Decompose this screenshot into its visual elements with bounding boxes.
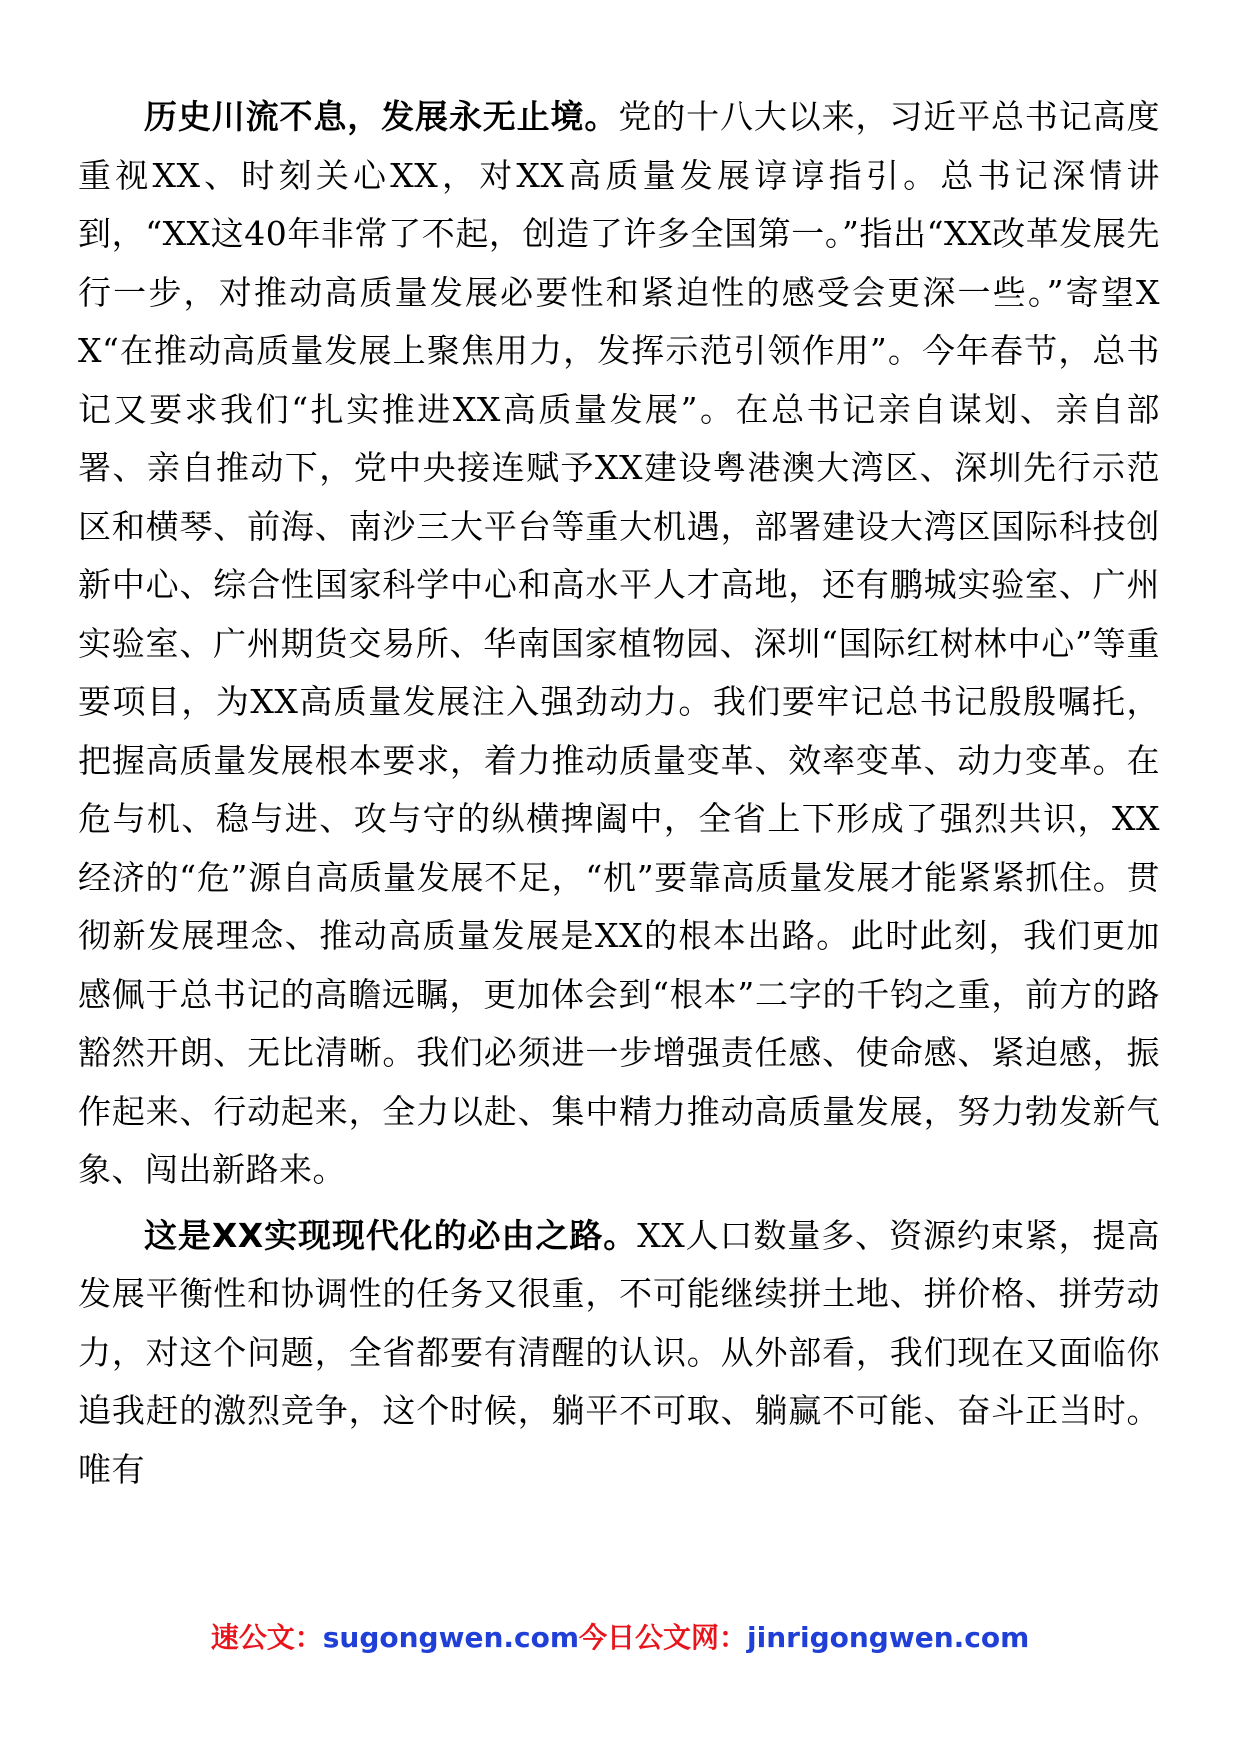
document-body xyxy=(78,88,1160,1499)
paragraph-1-body: 党的十八大以来，习近平总书记高度重视XX、时刻关心XX，对XX高质量发展谆谆指引。总书记深情讲到，“XX这40年非常了不起，创造了许多全国第一。”指出“XX改革发展先行一步，对推动高质量发展必要性和紧迫性的感受会更深一些。”寄望XX“在推动高质量发展上聚焦用力，发挥示范引领作用”。今年春节，总书记又要求我们“扎实推进XX高质量发展”。在总书记亲自谋划、亲自部署、亲自推动下，党中央接连赋予XX建设粤港澳大湾区、深圳先行示范区和横琴、前海、南沙三大平台等重大机遇，部署建设大湾区国际科技创新中心、综合性国家科学中心和高水平人才高地，还有鹏城实验室、广州实验室、广州期货交易所、华南国家植物园、深圳“国际红树林中心”等重要项目，为XX高质量发展注入强劲动力。我们要牢记总书记殷殷嘱托，把握高质量发展根本要求，着力推动质量变革、效率变革、动力变革。在危与机、稳与进、攻与守的纵横捭阖中，全省上下形成了强烈共识，XX经济的“危”源自高质量发展不足，“机”要靠高质量发展才能紧紧抓住。贯彻新发展理念、推动高质量发展是XX的根本出路。此时此刻，我们更加感佩于总书记的高瞻远瞩，更加体会到“根本”二字的千钧之重，前方的路豁然开朗、无比清晰。我们必须进一步增强责任感、使命感、紧迫感，振作起来、行动起来，全力以赴、集中精力推动高质量发展，努力勃发新气象、闯出新路来。 xyxy=(78,97,1161,1189)
paragraph-2-lead: 这是XX实现现代化的必由之路。 xyxy=(144,1215,638,1255)
footer-site2-url[interactable]: jinrigongwen.com xyxy=(747,1621,1030,1654)
footer-site1-url[interactable]: sugongwen.com xyxy=(322,1621,580,1654)
paragraph-1 xyxy=(78,88,1160,1200)
footer-site1-name: 速公文： xyxy=(210,1621,323,1654)
paragraph-2 xyxy=(78,1207,1160,1500)
paragraph-1-lead: 历史川流不息，发展永无止境。 xyxy=(144,97,619,136)
footer-site2-name: 今日公文网： xyxy=(579,1621,748,1654)
paragraph-2-body: XX人口数量多、资源约束紧，提高发展平衡性和协调性的任务又很重，不可能继续拼土地、拼价格、拼劳动力，对这个问题，全省都要有清醒的认识。从外部看，我们现在又面临你追我赶的激烈竞争，这个时候，躺平不可取、躺赢不可能、奋斗正当时。唯有 xyxy=(78,1215,1160,1489)
footer-watermark xyxy=(0,1620,1240,1656)
